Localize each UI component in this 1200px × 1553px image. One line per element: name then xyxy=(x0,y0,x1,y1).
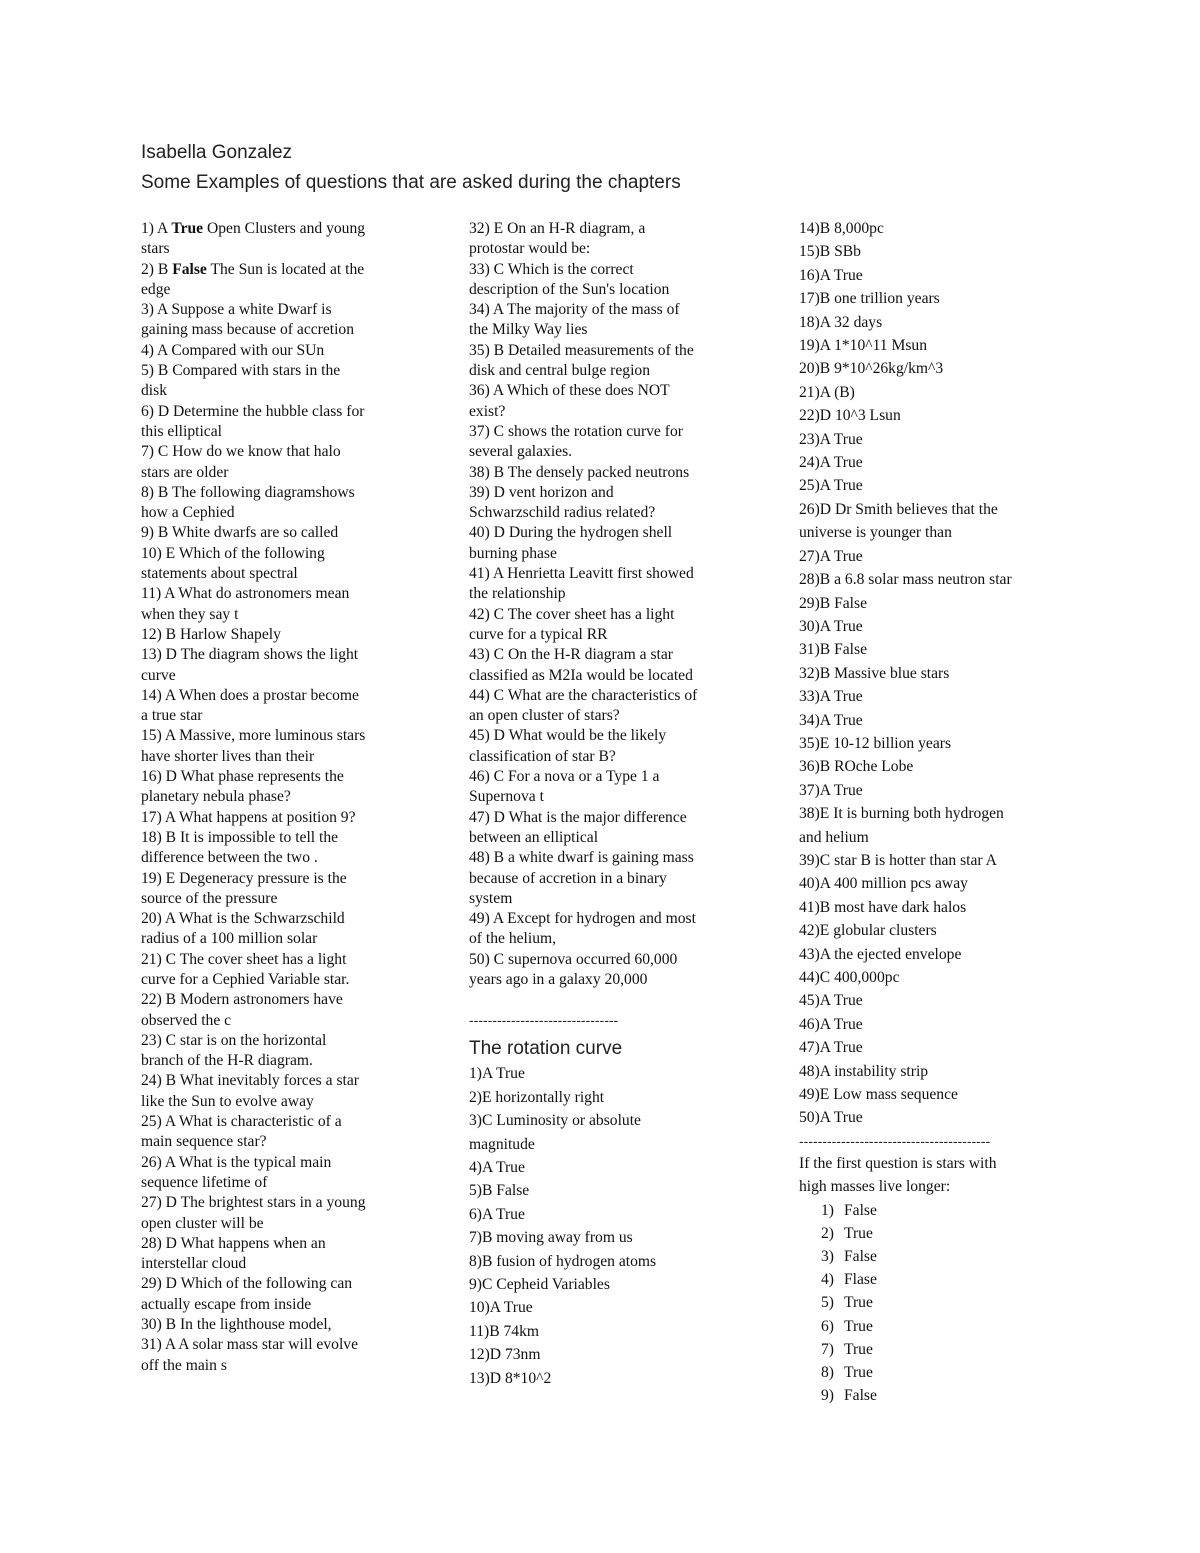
list-number: 9) xyxy=(821,1387,834,1405)
answer-line: Supernova t xyxy=(469,788,544,806)
answer-line xyxy=(141,970,441,990)
answer-line: 20)B 9*10^26kg/km^3 xyxy=(799,360,944,378)
answer-text: 29) D Which of the following can xyxy=(141,1275,353,1293)
answer-line xyxy=(141,300,441,320)
answer-line: 43)A the ejected envelope xyxy=(799,945,962,963)
answer-line: burning phase xyxy=(469,544,557,562)
answer-line: 42)E globular clusters xyxy=(799,922,937,940)
answer-text: 26) A What is the typical main xyxy=(141,1153,332,1171)
answer-line xyxy=(141,605,441,625)
answer-line: curve for a typical RR xyxy=(469,625,608,643)
answer-line xyxy=(141,1112,441,1132)
answer-text: 18) B It is impossible to tell the xyxy=(141,828,339,846)
section-divider: -------------------------------- xyxy=(469,1012,619,1029)
answer-line xyxy=(141,1173,441,1193)
list-answer: True xyxy=(844,1364,873,1382)
answer-line: 36)B ROche Lobe xyxy=(799,758,914,776)
answer-text: 28) D What happens when an xyxy=(141,1234,326,1252)
answer-line: 39) D vent horizon and xyxy=(469,483,614,501)
answer-line: 45) D What would be the likely xyxy=(469,727,667,745)
answer-text: 3) A Suppose a white Dwarf is xyxy=(141,301,332,319)
list-answer: False xyxy=(844,1387,877,1405)
answer-line xyxy=(141,381,441,401)
answer-line: 49) A Except for hydrogen and most xyxy=(469,910,696,928)
answer-line xyxy=(141,1011,441,1031)
answer-line: 31)B False xyxy=(799,641,868,659)
list-item xyxy=(799,1222,1099,1245)
section-title: The rotation curve xyxy=(469,1038,623,1060)
answer-line: 4)A True xyxy=(469,1158,525,1176)
answer-line: 46)A True xyxy=(799,1015,863,1033)
answer-line: 49)E Low mass sequence xyxy=(799,1086,958,1104)
answer-line xyxy=(141,239,441,259)
answer-line: 6)A True xyxy=(469,1205,525,1223)
answers-column-2 xyxy=(469,219,769,1390)
answer-line: 14)B 8,000pc xyxy=(799,220,884,237)
answer-line: 46) C For a nova or a Type 1 a xyxy=(469,768,660,786)
answer-line: 41) A Henrietta Leavitt first showed xyxy=(469,565,694,583)
answer-line xyxy=(141,1051,441,1071)
answer-line: 29)B False xyxy=(799,594,868,612)
answer-text: statements about spectral xyxy=(141,565,298,583)
answer-line: 23)A True xyxy=(799,430,863,448)
answer-text: main sequence star? xyxy=(141,1133,267,1151)
answer-text: 14) A When does a prostar become xyxy=(141,686,359,704)
answer-line: an open cluster of stars? xyxy=(469,707,620,725)
answer-line: 36) A Which of these does NOT xyxy=(469,382,670,400)
answer-line xyxy=(141,442,441,462)
answer-text: The Sun is located at the xyxy=(206,260,365,278)
answer-line: the Milky Way lies xyxy=(469,321,588,339)
answer-line: disk and central bulge region xyxy=(469,362,651,380)
answer-line: 47) D What is the major difference xyxy=(469,808,687,826)
answer-line: 48)A instability strip xyxy=(799,1062,929,1080)
answer-text: 8) B The following diagramshows xyxy=(141,483,355,501)
list-answer: True xyxy=(844,1294,873,1312)
answer-line xyxy=(141,889,441,909)
answer-text: how a Cephied xyxy=(141,504,235,522)
answer-line xyxy=(141,848,441,868)
list-number: 3) xyxy=(821,1248,834,1266)
answer-text: 11) A What do astronomers mean xyxy=(141,585,350,603)
answer-line: 9)C Cepheid Variables xyxy=(469,1275,610,1293)
answer-text: this elliptical xyxy=(141,422,222,440)
answer-text: difference between the two . xyxy=(141,849,318,867)
answer-line: 37) C shows the rotation curve for xyxy=(469,422,683,440)
answer-line: 28)B a 6.8 solar mass neutron star xyxy=(799,571,1012,589)
answer-line xyxy=(141,1071,441,1091)
answer-text: planetary nebula phase? xyxy=(141,788,291,806)
answer-text: a true star xyxy=(141,707,203,725)
answer-text: stars are older xyxy=(141,463,229,481)
answer-text: 7) C How do we know that halo xyxy=(141,443,341,461)
answer-line: 19)A 1*10^11 Msun xyxy=(799,337,928,355)
answer-text: 16) D What phase represents the xyxy=(141,768,344,786)
list-number: 5) xyxy=(821,1294,834,1312)
answer-text: 4) A Compared with our SUn xyxy=(141,341,325,359)
answer-text: curve xyxy=(141,666,176,684)
answer-line: description of the Sun's location xyxy=(469,280,670,298)
answer-line xyxy=(141,1295,441,1315)
answer-line xyxy=(141,320,441,340)
answer-line: between an elliptical xyxy=(469,828,599,846)
answer-line: 5)B False xyxy=(469,1182,530,1200)
answer-line: 35) B Detailed measurements of the xyxy=(469,341,694,359)
answer-text: disk xyxy=(141,382,167,400)
answer-line: classified as M2Ia would be located xyxy=(469,666,693,684)
answer-text: 9) B White dwarfs are so called xyxy=(141,524,339,542)
answer-text: 6) D Determine the hubble class for xyxy=(141,402,365,420)
answer-text: have shorter lives than their xyxy=(141,747,315,765)
answer-text: interstellar cloud xyxy=(141,1255,247,1273)
answer-line: 41)B most have dark halos xyxy=(799,898,967,916)
answer-line: 21)A (B) xyxy=(799,383,855,401)
answer-line: universe is younger than xyxy=(799,524,952,542)
answer-text: 1) A xyxy=(141,220,172,237)
answer-line: 35)E 10-12 billion years xyxy=(799,734,952,752)
list-number: 7) xyxy=(821,1340,834,1358)
answer-line xyxy=(141,544,441,564)
answer-line: 33) C Which is the correct xyxy=(469,260,634,278)
answer-line xyxy=(141,909,441,929)
answer-text: stars xyxy=(141,240,170,258)
answer-text: source of the pressure xyxy=(141,889,278,907)
answer-line: 38)E It is burning both hydrogen xyxy=(799,805,1004,823)
answer-text: 25) A What is characteristic of a xyxy=(141,1113,342,1131)
list-answer: False xyxy=(844,1201,877,1219)
answer-line: magnitude xyxy=(469,1135,535,1153)
answer-line xyxy=(141,767,441,787)
answer-text: off the main s xyxy=(141,1356,227,1374)
answer-text: 27) D The brightest stars in a young xyxy=(141,1194,366,1212)
list-item xyxy=(799,1361,1099,1384)
answer-line: 32) E On an H-R diagram, a xyxy=(469,220,646,237)
answer-text: 12) B Harlow Shapely xyxy=(141,625,281,643)
answer-line xyxy=(141,990,441,1010)
answer-line xyxy=(141,1092,441,1112)
answer-text: Open Clusters and young xyxy=(203,220,366,237)
answer-line: 25)A True xyxy=(799,477,863,495)
answer-line xyxy=(141,219,441,239)
answer-line xyxy=(141,1335,441,1355)
answer-text: 20) A What is the Schwarzschild xyxy=(141,910,345,928)
answer-line: 34) A The majority of the mass of xyxy=(469,301,680,319)
answer-line xyxy=(141,666,441,686)
answer-line: 24)A True xyxy=(799,454,863,472)
answer-line xyxy=(141,361,441,381)
list-number: 4) xyxy=(821,1271,834,1289)
answer-line: 3)C Luminosity or absolute xyxy=(469,1112,641,1130)
answer-line xyxy=(141,402,441,422)
answer-key: False xyxy=(172,260,207,278)
answer-line xyxy=(141,523,441,543)
answer-text: 17) A What happens at position 9? xyxy=(141,808,356,826)
answer-line: 7)B moving away from us xyxy=(469,1229,633,1247)
list-item xyxy=(799,1291,1099,1314)
answer-line: 18)A 32 days xyxy=(799,313,883,331)
answer-line: 33)A True xyxy=(799,688,863,706)
list-item xyxy=(799,1338,1099,1361)
answer-text: 21) C The cover sheet has a light xyxy=(141,950,347,968)
answer-line: of the helium, xyxy=(469,930,557,948)
answer-line xyxy=(141,260,441,280)
answer-line xyxy=(141,869,441,889)
answers-column-1 xyxy=(141,219,441,1376)
list-answer: True xyxy=(844,1340,873,1358)
answer-line: 47)A True xyxy=(799,1039,863,1057)
answer-text: actually escape from inside xyxy=(141,1295,312,1313)
intro-line: high masses live longer: xyxy=(799,1178,951,1196)
list-answer: True xyxy=(844,1317,873,1335)
answer-line: Schwarzschild radius related? xyxy=(469,504,656,522)
answer-key: True xyxy=(171,220,204,237)
answer-line xyxy=(141,1234,441,1254)
answer-line: 38) B The densely packed neutrons xyxy=(469,463,690,481)
list-number: 1) xyxy=(821,1201,834,1219)
answer-line: 44)C 400,000pc xyxy=(799,969,900,986)
answer-line: 44) C What are the characteristics of xyxy=(469,686,698,704)
answer-text: 2) B xyxy=(141,260,173,278)
answer-line: 27)A True xyxy=(799,547,863,565)
answer-line: 43) C On the H-R diagram a star xyxy=(469,646,673,664)
answer-line: 22)D 10^3 Lsun xyxy=(799,407,901,425)
answer-text: branch of the H-R diagram. xyxy=(141,1052,313,1070)
answer-text: gaining mass because of accretion xyxy=(141,321,355,339)
answer-line xyxy=(141,1274,441,1294)
list-item xyxy=(799,1315,1099,1338)
answer-text: 13) D The diagram shows the light xyxy=(141,646,359,664)
answer-line: protostar would be: xyxy=(469,240,591,258)
list-number: 6) xyxy=(821,1317,834,1335)
answer-line: 12)D 73nm xyxy=(469,1346,541,1364)
answer-text: 30) B In the lighthouse model, xyxy=(141,1316,332,1334)
list-answer: True xyxy=(844,1224,873,1242)
answer-line xyxy=(141,686,441,706)
answer-line xyxy=(141,503,441,523)
list-item xyxy=(799,1268,1099,1291)
answer-line: 15)B SBb xyxy=(799,243,861,261)
answer-line: 2)E horizontally right xyxy=(469,1088,605,1106)
list-answer: Flase xyxy=(844,1271,877,1289)
answer-line xyxy=(141,1153,441,1173)
answer-line xyxy=(141,726,441,746)
list-number: 8) xyxy=(821,1364,834,1382)
answer-text: 23) C star is on the horizontal xyxy=(141,1031,327,1049)
answer-text: 24) B What inevitably forces a star xyxy=(141,1072,359,1090)
answer-text: edge xyxy=(141,280,171,298)
list-number: 2) xyxy=(821,1224,834,1242)
answer-line: 32)B Massive blue stars xyxy=(799,664,950,682)
answer-line xyxy=(141,422,441,442)
answer-line: several galaxies. xyxy=(469,443,573,461)
answer-line xyxy=(141,808,441,828)
answer-line xyxy=(141,483,441,503)
answer-text: 31) A A solar mass star will evolve xyxy=(141,1336,358,1354)
intro-line: If the first question is stars with xyxy=(799,1154,997,1172)
answer-line xyxy=(141,1315,441,1335)
answer-line xyxy=(141,950,441,970)
answers-column-3 xyxy=(799,217,1099,1407)
answer-line xyxy=(141,1193,441,1213)
answer-line xyxy=(141,1031,441,1051)
answer-line: 39)C star B is hotter than star A xyxy=(799,851,997,869)
answer-line: system xyxy=(469,889,513,907)
answer-line: because of accretion in a binary xyxy=(469,869,667,887)
answer-line: 50)A True xyxy=(799,1109,863,1127)
answer-line: 37)A True xyxy=(799,781,863,799)
answer-text: radius of a 100 million solar xyxy=(141,930,318,948)
answer-line: classification of star B? xyxy=(469,747,616,765)
answer-line: 26)D Dr Smith believes that the xyxy=(799,500,998,518)
answer-line: 48) B a white dwarf is gaining mass xyxy=(469,849,694,867)
answer-line: 10)A True xyxy=(469,1299,533,1317)
list-item xyxy=(799,1384,1099,1407)
answer-line: 30)A True xyxy=(799,617,863,635)
answer-line xyxy=(141,341,441,361)
answer-line: 42) C The cover sheet has a light xyxy=(469,605,675,623)
answer-text: observed the c xyxy=(141,1011,232,1029)
answer-line xyxy=(141,1356,441,1376)
answer-line xyxy=(141,787,441,807)
answer-line xyxy=(141,645,441,665)
answer-line: 11)B 74km xyxy=(469,1322,540,1340)
section-divider: ----------------------------------------- xyxy=(799,1132,991,1149)
answer-text: 19) E Degeneracy pressure is the xyxy=(141,869,347,887)
answer-line: 17)B one trillion years xyxy=(799,290,940,308)
answer-text: curve for a Cephied Variable star. xyxy=(141,970,350,988)
answer-line: 40) D During the hydrogen shell xyxy=(469,524,673,542)
list-item xyxy=(799,1199,1099,1222)
answer-line: years ago in a galaxy 20,000 xyxy=(469,970,648,988)
answer-text: open cluster will be xyxy=(141,1214,264,1232)
answer-text: when they say t xyxy=(141,605,239,623)
answer-line: 45)A True xyxy=(799,992,863,1010)
author-name: Isabella Gonzalez xyxy=(141,142,293,163)
answer-line xyxy=(141,706,441,726)
answer-line: 13)D 8*10^2 xyxy=(469,1369,552,1387)
answer-line: 8)B fusion of hydrogen atoms xyxy=(469,1252,657,1270)
answer-line: the relationship xyxy=(469,585,566,603)
answer-line xyxy=(141,584,441,604)
answer-line: 34)A True xyxy=(799,711,863,729)
answer-line xyxy=(141,625,441,645)
answer-line: 50) C supernova occurred 60,000 xyxy=(469,950,678,968)
answer-line xyxy=(141,828,441,848)
numbered-list xyxy=(799,1199,1099,1408)
answer-text: 10) E Which of the following xyxy=(141,544,325,562)
answer-line xyxy=(141,463,441,483)
answer-line: 1)A True xyxy=(469,1065,525,1083)
answer-line xyxy=(141,1132,441,1152)
answer-line xyxy=(141,929,441,949)
list-answer: False xyxy=(844,1248,877,1266)
page-subtitle: Some Examples of questions that are asked during the chapters xyxy=(141,172,681,193)
answer-line xyxy=(141,280,441,300)
answer-line: and helium xyxy=(799,828,869,846)
answer-line: exist? xyxy=(469,402,506,420)
answer-text: 5) B Compared with stars in the xyxy=(141,362,341,380)
answer-text: like the Sun to evolve away xyxy=(141,1092,314,1110)
answer-line xyxy=(141,747,441,767)
answer-line xyxy=(141,1214,441,1234)
answer-text: sequence lifetime of xyxy=(141,1173,268,1191)
answer-line: 16)A True xyxy=(799,266,863,284)
answer-line: 40)A 400 million pcs away xyxy=(799,875,968,893)
answer-text: 22) B Modern astronomers have xyxy=(141,991,343,1009)
answer-text: 15) A Massive, more luminous stars xyxy=(141,727,366,745)
answer-line xyxy=(141,564,441,584)
answer-line xyxy=(141,1254,441,1274)
list-item xyxy=(799,1245,1099,1268)
